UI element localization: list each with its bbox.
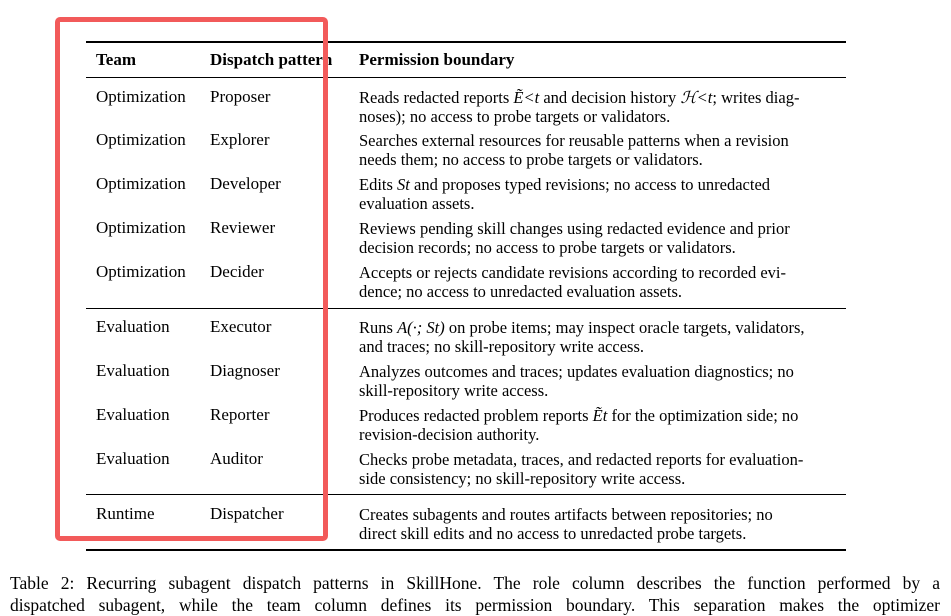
math-symbol: Ẽ<t <box>513 88 540 107</box>
team-cell: Optimization <box>96 262 186 281</box>
permission-boundary-cell <box>359 219 837 257</box>
dispatch-pattern-cell: Reporter <box>210 405 270 424</box>
dispatch-pattern-cell: Developer <box>210 174 281 193</box>
permission-text: Produces redacted problem reports <box>359 406 593 425</box>
header-team: Team <box>96 50 136 69</box>
permission-line-1: Analyzes outcomes and traces; updates evaluation diagnostics; no <box>359 362 794 381</box>
team-cell: Optimization <box>96 87 186 106</box>
dispatch-pattern-cell: Explorer <box>210 130 270 149</box>
team-cell: Evaluation <box>96 361 170 380</box>
permission-text: Reads redacted reports <box>359 88 514 107</box>
team-cell: Optimization <box>96 218 186 237</box>
permission-text: ; writes diag- <box>712 88 800 107</box>
permission-line-2: revision-decision authority. <box>359 425 540 444</box>
permission-text: Runs <box>359 318 398 337</box>
permission-boundary-cell <box>359 362 837 400</box>
permission-line-2: noses); no access to probe targets or validators. <box>359 107 671 126</box>
permission-line-1: Accepts or rejects candidate revisions according to recorded evi- <box>359 263 786 282</box>
permission-boundary-cell <box>359 318 837 356</box>
permission-boundary-cell <box>359 88 837 126</box>
permission-line-1: Searches external resources for reusable patterns when a revision <box>359 131 789 150</box>
team-cell: Evaluation <box>96 449 170 468</box>
dispatch-pattern-cell: Executor <box>210 317 272 336</box>
dispatch-pattern-cell: Decider <box>210 262 264 281</box>
permission-boundary-cell <box>359 175 837 213</box>
permission-line-2: side consistency; no skill-repository write access. <box>359 469 686 488</box>
permission-line-2: direct skill edits and no access to unredacted probe targets. <box>359 524 747 543</box>
permission-line-2: skill-repository write access. <box>359 381 549 400</box>
permission-line-1: Reviews pending skill changes using redacted evidence and prior <box>359 219 790 238</box>
dispatch-pattern-cell: Dispatcher <box>210 504 284 523</box>
permission-text: Edits <box>359 175 398 194</box>
team-cell: Optimization <box>96 130 186 149</box>
permission-line-2: dence; no access to unredacted evaluation assets. <box>359 282 682 301</box>
team-cell: Runtime <box>96 504 155 523</box>
permission-line-1 <box>359 318 837 337</box>
math-symbol: St <box>397 175 410 194</box>
math-symbol: ℋ<t <box>680 88 713 107</box>
permission-boundary-cell <box>359 505 837 543</box>
team-cell: Evaluation <box>96 317 170 336</box>
permission-line-1 <box>359 88 837 107</box>
permission-line-2: decision records; no access to probe targets or validators. <box>359 238 736 257</box>
team-cell: Evaluation <box>96 405 170 424</box>
permission-line-2: needs them; no access to probe targets or validators. <box>359 150 703 169</box>
table-caption-line-2: dispatched subagent, while the team column defines its permission boundary. This separation makes the optimizer <box>10 595 940 615</box>
permission-line-2: and traces; no skill-repository write access. <box>359 337 644 356</box>
permission-boundary-cell <box>359 450 837 488</box>
permission-line-1 <box>359 406 837 425</box>
math-symbol: Ẽt <box>592 406 608 425</box>
team-cell: Optimization <box>96 174 186 193</box>
dispatch-pattern-cell: Diagnoser <box>210 361 280 380</box>
permission-line-2: evaluation assets. <box>359 194 475 213</box>
dispatch-pattern-cell: Reviewer <box>210 218 276 237</box>
highlight-box <box>55 17 328 541</box>
table-bottom-rule <box>86 549 846 551</box>
header-permission-boundary: Permission boundary <box>359 50 515 69</box>
dispatch-pattern-cell: Auditor <box>210 449 263 468</box>
permission-line-1: Checks probe metadata, traces, and redacted reports for evaluation- <box>359 450 804 469</box>
permission-line-1 <box>359 175 837 194</box>
permission-boundary-cell <box>359 131 837 169</box>
permission-text: for the optimization side; no <box>607 406 799 425</box>
permission-boundary-cell <box>359 263 837 301</box>
permission-text: on probe items; may inspect oracle targets, validators, <box>444 318 805 337</box>
table-caption-line-1: Table 2: Recurring subagent dispatch patterns in SkillHone. The role column describes the function performed by a <box>10 573 940 593</box>
permission-text: and decision history <box>539 88 681 107</box>
dispatch-pattern-cell: Proposer <box>210 87 271 106</box>
permission-text: and proposes typed revisions; no access to unredacted <box>409 175 771 194</box>
permission-line-1: Creates subagents and routes artifacts between repositories; no <box>359 505 773 524</box>
math-symbol: A(·; St) <box>397 318 445 337</box>
permission-boundary-cell <box>359 406 837 444</box>
header-dispatch-pattern: Dispatch pattern <box>210 50 333 69</box>
